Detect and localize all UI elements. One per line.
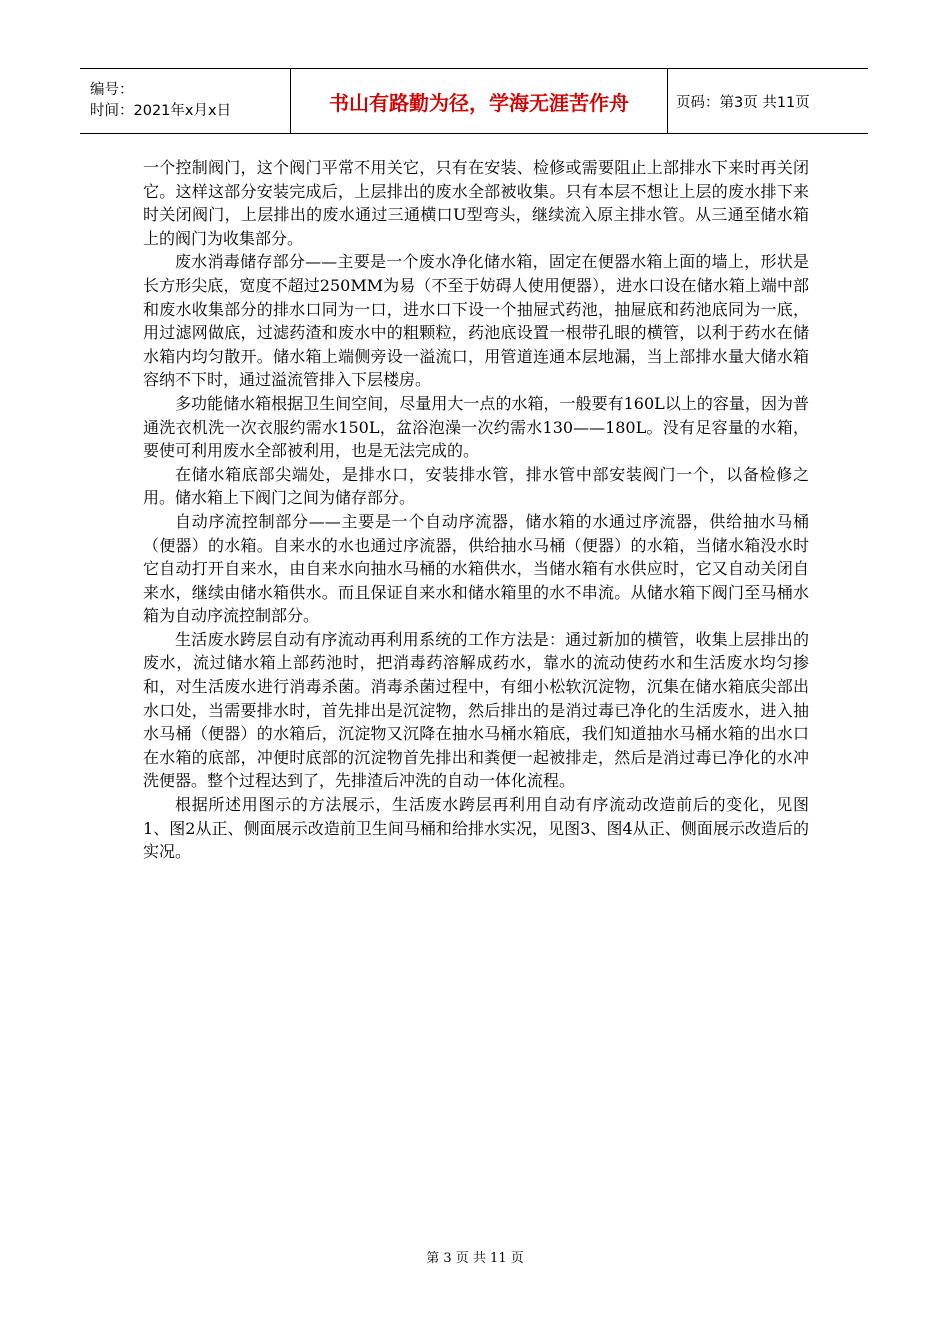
paragraph-4: 在储水箱底部尖端处，是排水口，安装排水管，排水管中部安装阀门一个，以备检修之用。储水箱上下阀门之间为储存部分。 xyxy=(143,464,809,508)
page-footer: 第 3 页 共 11 页 xyxy=(426,1251,524,1266)
document-body xyxy=(143,156,809,864)
header-motto: 书山有路勤为径，学海无涯苦作舟 xyxy=(291,69,668,134)
header-meta xyxy=(80,69,291,134)
paragraph-3: 多功能储水箱根据卫生间空间，尽量用大一点的水箱，一般要有160L以上的容量，因为普通洗衣机洗一次衣服约需水150L，盆浴泡澡一次约需水130——180L。没有足容量的水箱，要使可利用废水全部被利用，也是无法完成的。 xyxy=(143,393,809,461)
paragraph-2: 废水消毒储存部分——主要是一个废水净化储水箱，固定在便器水箱上面的墙上，形状是长方形尖底，宽度不超过250MM为易（不至于妨碍人使用便器），进水口设在储水箱上端中部和废水收集部分的排水口同为一口，进水口下设一个抽屉式药池，抽屉底和药池底同为一底，用过滤网做底，过滤药渣和废水中的粗颗粒，药池底设置一根带孔眼的横管，以利于药水在储水箱内均匀散开。储水箱上端侧旁设一溢流口，用管道连通本层地漏，当上部排水量大储水箱容纳不下时，通过溢流管排入下层楼房。 xyxy=(143,252,809,390)
document-date-label: 时间：2021年x月x日 xyxy=(90,103,232,119)
page-header xyxy=(80,68,868,134)
paragraph-7: 根据所述用图示的方法展示，生活废水跨层再利用自动有序流动改造前后的变化，见图1、图2从正、侧面展示改造前卫生间马桶和给排水实况，见图3、图4从正、侧面展示改造后的实况。 xyxy=(143,795,809,862)
header-page-info: 页码：第3页 共11页 xyxy=(668,69,869,134)
document-number-label: 编号： xyxy=(90,82,134,98)
paragraph-6: 生活废水跨层自动有序流动再利用系统的工作方法是：通过新加的横管，收集上层排出的废水，流过储水箱上部药池时，把消毒药溶解成药水，靠水的流动使药水和生活废水均匀掺和，对生活废水进行消毒杀菌。消毒杀菌过程中，有细小松软沉淀物，沉集在储水箱底尖部出水口处，当需要排水时，首先排出是沉淀物，然后排出的是消过毒已净化的生活废水，进入抽水马桶（便器）的水箱后，沉淀物又沉降在抽水马桶水箱底，我们知道抽水马桶水箱的出水口在水箱的底部，冲便时底部的沉淀物首先排出和粪便一起被排走，然后是消过毒已净化的水冲洗便器。整个过程达到了，先排渣后冲洗的自动一体化流程。 xyxy=(143,629,809,791)
paragraph-5: 自动序流控制部分——主要是一个自动序流器，储水箱的水通过序流器，供给抽水马桶（便器）的水箱。自来水的水也通过序流器，供给抽水马桶（便器）的水箱，当储水箱没水时它自动打开自来水，由自来水向抽水马桶的水箱供水，当储水箱有水供应时，它又自动关闭自来水，继续由储水箱供水。而且保证自来水和储水箱里的水不串流。从储水箱下阀门至马桶水箱为自动序流控制部分。 xyxy=(143,511,809,626)
paragraph-1: 一个控制阀门，这个阀门平常不用关它，只有在安装、检修或需要阻止上部排水下来时再关闭它。这样这部分安装完成后，上层排出的废水全部被收集。只有本层不想让上层的废水排下来时关闭阀门，上层排出的废水通过三通横口U型弯头，继续流入原主排水管。从三通至储水箱上的阀门为收集部分。 xyxy=(143,158,809,248)
